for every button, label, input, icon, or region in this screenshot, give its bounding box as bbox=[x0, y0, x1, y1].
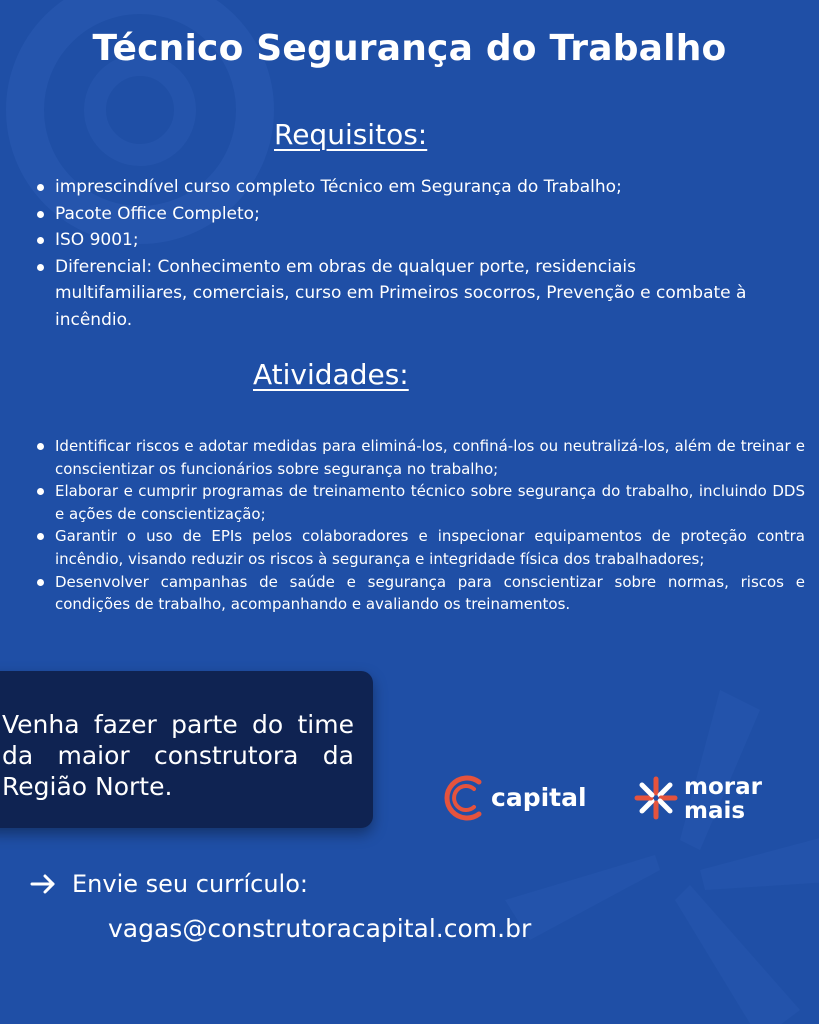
capital-c-logo-icon bbox=[447, 778, 479, 818]
list-item: Pacote Office Completo; bbox=[33, 201, 753, 228]
arrow-right-icon bbox=[30, 874, 56, 894]
page-title: Técnico Segurança do Trabalho bbox=[92, 28, 727, 69]
capital-wordmark: capital bbox=[491, 783, 587, 812]
list-item: ISO 9001; bbox=[33, 227, 753, 254]
activities-list bbox=[33, 435, 805, 616]
list-item: imprescindível curso completo Técnico em Segurança do Trabalho; bbox=[33, 174, 753, 201]
cta-text: Venha fazer parte do time da maior construtora da Região Norte. bbox=[2, 710, 354, 801]
requirements-heading: Requisitos: bbox=[274, 118, 428, 151]
activities-heading: Atividades: bbox=[253, 358, 409, 391]
list-item: Desenvolver campanhas de saúde e segurança para conscientizar sobre normas, riscos e condições de trabalho, acompanhando e avaliando os treinamentos. bbox=[33, 571, 805, 616]
send-resume-row bbox=[30, 870, 308, 898]
list-item: Identificar riscos e adotar medidas para eliminá-los, confiná-los ou neutralizá-los, além de treinar e conscientizar os funcionários sobre segurança no trabalho; bbox=[33, 435, 805, 480]
list-item: Elaborar e cumprir programas de treinamento técnico sobre segurança do trabalho, incluindo DDS e ações de conscientização; bbox=[33, 480, 805, 525]
send-resume-label: Envie seu currículo: bbox=[72, 870, 308, 898]
contact-email[interactable]: vagas@construtoracapital.com.br bbox=[108, 914, 532, 943]
mais-wordmark: mais bbox=[684, 798, 746, 824]
capital-logo bbox=[441, 770, 601, 826]
morar-wordmark: morar bbox=[684, 774, 762, 800]
requirements-list bbox=[33, 174, 753, 333]
list-item: Diferencial: Conhecimento em obras de qualquer porte, residenciais multifamiliares, comerciais, curso em Primeiros socorros, Prevenção e combate à incêndio. bbox=[33, 254, 753, 334]
morar-mais-logo bbox=[634, 770, 784, 826]
list-item: Garantir o uso de EPIs pelos colaboradores e inspecionar equipamentos de proteção contra incêndio, visando reduzir os riscos à segurança e integridade física dos trabalhadores; bbox=[33, 525, 805, 570]
sunburst-logo-icon bbox=[637, 779, 675, 817]
